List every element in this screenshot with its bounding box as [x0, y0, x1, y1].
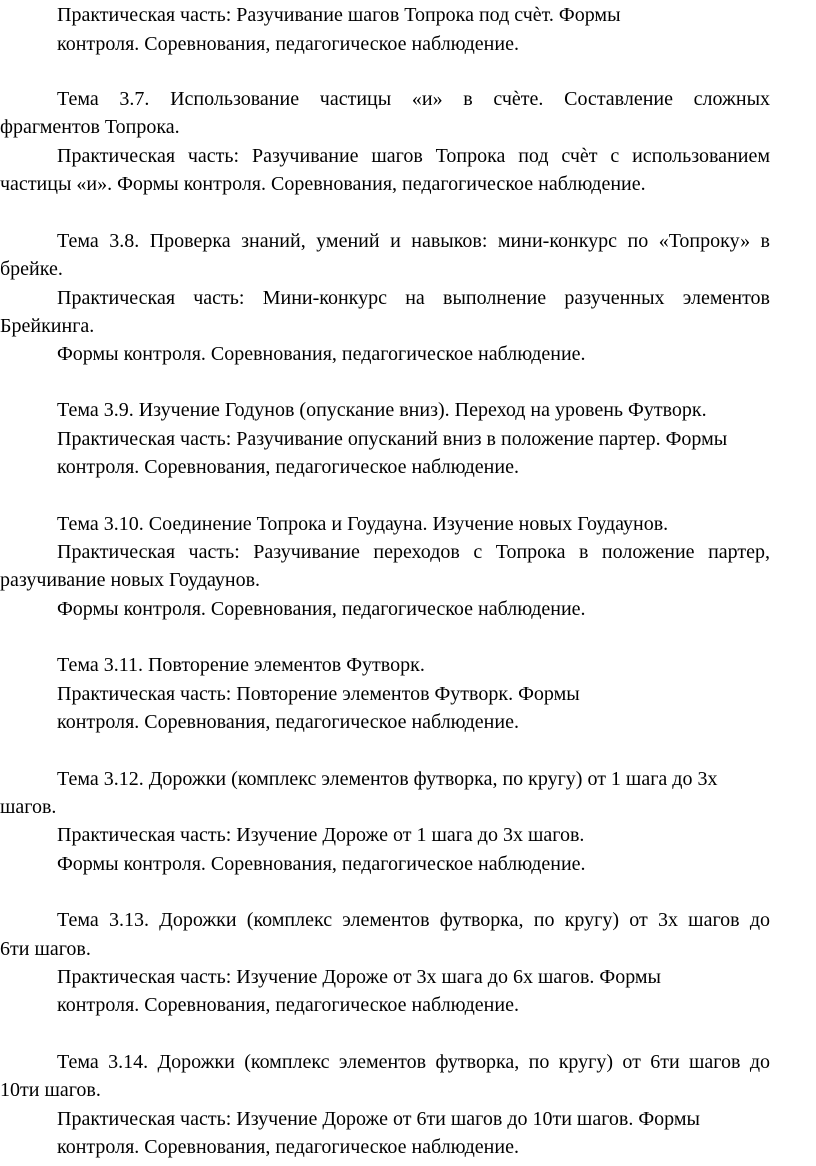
topic-heading-3-9: Тема 3.9. Изучение Годунов (опускание вниз). Переход на уровень Футворк. [57, 399, 707, 421]
paragraph-line: Практическая часть: Разучивание шагов Топрока под счѐт. Формы [57, 4, 621, 26]
topic-heading-3-8: Тема 3.8. Проверка знаний, умений и навыков: мини-конкурс по «Топроку» в [57, 230, 770, 252]
paragraph-line: Практическая часть: Изучение Дороже от 6ти шагов до 10ти шагов. Формы [57, 1108, 700, 1130]
paragraph-line: Практическая часть: Разучивание шагов Топрока под счѐт с использованием [57, 145, 770, 167]
topic-heading-3-10: Тема 3.10. Соединение Топрока и Гоудауна. Изучение новых Гоудаунов. [57, 513, 669, 535]
topic-heading-3-12: Тема 3.12. Дорожки (комплекс элементов футворка, по кругу) от 1 шага до 3х [57, 768, 718, 790]
paragraph-line: Практическая часть: Разучивание опусканий вниз в положение партер. Формы [57, 428, 728, 450]
topic-heading-3-14: Тема 3.14. Дорожки (комплекс элементов футворка, по кругу) от 6ти шагов до [57, 1051, 770, 1073]
paragraph-line: Практическая часть: Разучивание переходов с Топрока в положение партер, [57, 541, 770, 563]
paragraph-line: разучивание новых Гоудаунов. [0, 569, 261, 591]
paragraph-line: Формы контроля. Соревнования, педагогическое наблюдение. [57, 343, 586, 365]
paragraph-line: контроля. Соревнования, педагогическое наблюдение. [57, 994, 519, 1016]
paragraph-line: 6ти шагов. [0, 938, 91, 960]
paragraph-line: 10ти шагов. [0, 1079, 101, 1101]
paragraph-line: Формы контроля. Соревнования, педагогическое наблюдение. [57, 853, 586, 875]
paragraph-line: контроля. Соревнования, педагогическое наблюдение. [57, 711, 519, 733]
paragraph-line: брейке. [0, 258, 63, 280]
paragraph-line: Брейкинга. [0, 315, 95, 337]
paragraph-line: частицы «и». Формы контроля. Соревнования, педагогическое наблюдение. [0, 173, 646, 195]
paragraph-line: контроля. Соревнования, педагогическое наблюдение. [57, 1136, 519, 1158]
paragraph-line: шагов. [0, 796, 57, 818]
paragraph-line: Практическая часть: Изучение Дороже от 3х шага до 6х шагов. Формы [57, 966, 661, 988]
paragraph-line: Практическая часть: Повторение элементов Футворк. Формы [57, 683, 580, 705]
paragraph-line: Формы контроля. Соревнования, педагогическое наблюдение. [57, 598, 586, 620]
topic-heading-3-13: Тема 3.13. Дорожки (комплекс элементов футворка, по кругу) от 3х шагов до [57, 909, 770, 931]
paragraph-line: контроля. Соревнования, педагогическое наблюдение. [57, 33, 519, 55]
topic-heading-3-7: Тема 3.7. Использование частицы «и» в счѐте. Составление сложных [57, 88, 770, 110]
paragraph-line: Практическая часть: Мини-конкурс на выполнение разученных элементов [57, 287, 770, 309]
paragraph-line: контроля. Соревнования, педагогическое наблюдение. [57, 456, 519, 478]
paragraph-line: фрагментов Топрока. [0, 116, 180, 138]
paragraph-line: Практическая часть: Изучение Дороже от 1 шага до 3х шагов. [57, 824, 585, 846]
topic-heading-3-11: Тема 3.11. Повторение элементов Футворк. [57, 654, 425, 676]
